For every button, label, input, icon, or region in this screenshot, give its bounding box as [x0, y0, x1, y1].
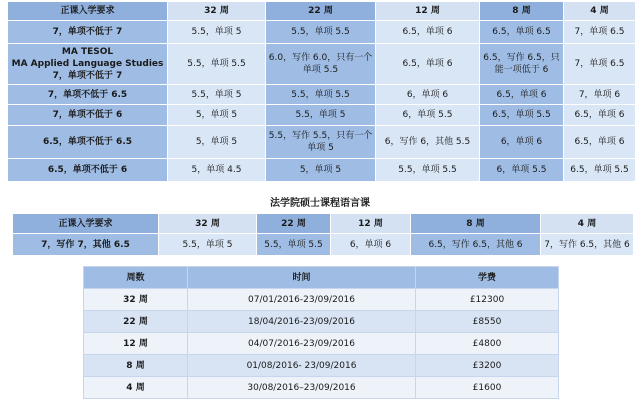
dates-cell: 07/01/2016-23/09/2016	[188, 289, 416, 311]
header-22-weeks: 22 周	[257, 214, 331, 234]
tuition-cell: £3200	[416, 355, 559, 377]
table-cell: 5，单项 5	[168, 126, 266, 159]
header-tuition: 学费	[416, 267, 559, 289]
table-cell: 6，单项 5.5	[480, 159, 564, 182]
weeks-cell: 22 周	[84, 311, 188, 333]
tuition-cell: £12300	[416, 289, 559, 311]
weeks-cell: 4 周	[84, 377, 188, 399]
table-cell: 5.5，单项 5.5	[266, 21, 376, 44]
table-cell: 5.5，单项 5.5	[266, 85, 376, 105]
table-cell: 6.0，写作 6.0，只有一个单项 5.5	[266, 44, 376, 85]
header-12-weeks: 12 周	[376, 2, 480, 21]
requirement-cell: 7，单项不低于 6.5	[8, 85, 168, 105]
dates-cell: 01/08/2016- 23/09/2016	[188, 355, 416, 377]
requirement-cell: 6.5，单项不低于 6	[8, 159, 168, 182]
table-cell: 6，单项 5.5	[376, 105, 480, 126]
weeks-cell: 32 周	[84, 289, 188, 311]
header-32-weeks: 32 周	[168, 2, 266, 21]
dates-cell: 30/08/2016–23/09/2016	[188, 377, 416, 399]
weeks-cell: 8 周	[84, 355, 188, 377]
table-cell: 6.5，单项 6	[564, 126, 636, 159]
course-name-tesol: MA TESOL	[61, 47, 114, 57]
table-row	[8, 85, 636, 105]
law-school-section-title: 法学院硕士课程语言课	[270, 198, 370, 209]
table-row	[8, 44, 636, 85]
table-cell: 5.5，单项 5.5	[257, 234, 331, 256]
header-dates: 时间	[188, 267, 416, 289]
table-cell: 6，单项 6	[331, 234, 411, 256]
course-name-applied-language: MA Applied Language Studies	[11, 59, 164, 69]
table-cell: 6.5，写作 6.5，其他 6	[411, 234, 541, 256]
table-row	[84, 289, 559, 311]
law-school-requirements-table	[12, 213, 634, 256]
table-cell: 5.5，单项 5	[168, 21, 266, 44]
table-cell: 6.5，单项 5.5	[480, 105, 564, 126]
tuition-cell: £1600	[416, 377, 559, 399]
table-row	[13, 234, 634, 256]
table-header-row	[8, 2, 636, 21]
table-row	[8, 159, 636, 182]
table-cell: 5.5，单项 5	[266, 105, 376, 126]
table-cell: 7，单项 6.5	[564, 44, 636, 85]
header-8-weeks: 8 周	[411, 214, 541, 234]
table-cell: 6.5，单项 6	[376, 21, 480, 44]
table-cell: 5，单项 4.5	[168, 159, 266, 182]
table-cell: 5，单项 5	[266, 159, 376, 182]
table-cell: 5.5，单项 5.5	[168, 44, 266, 85]
table-cell: 7，写作 6.5，其他 6	[541, 234, 634, 256]
requirement-cell: 6.5，单项不低于 6.5	[8, 126, 168, 159]
table-row	[8, 105, 636, 126]
header-4-weeks: 4 周	[564, 2, 636, 21]
table-cell: 5.5，单项 5	[159, 234, 257, 256]
requirement-cell: 7，写作 7，其他 6.5	[13, 234, 159, 256]
table-cell: 6.5，单项 6.5	[480, 21, 564, 44]
table-row	[84, 333, 559, 355]
table-row	[84, 311, 559, 333]
header-entry-requirement: 正课入学要求	[13, 214, 159, 234]
header-4-weeks: 4 周	[541, 214, 634, 234]
header-entry-requirement: 正课入学要求	[8, 2, 168, 21]
table-row	[84, 377, 559, 399]
header-32-weeks: 32 周	[159, 214, 257, 234]
table-cell: 6.5，单项 6	[480, 85, 564, 105]
header-8-weeks: 8 周	[480, 2, 564, 21]
table-cell: 7，单项 6	[564, 85, 636, 105]
weeks-cell: 12 周	[84, 333, 188, 355]
table-row	[84, 355, 559, 377]
header-22-weeks: 22 周	[266, 2, 376, 21]
table-cell: 7，单项 6.5	[564, 21, 636, 44]
table-cell: 6，写作 6，其他 5.5	[376, 126, 480, 159]
header-12-weeks: 12 周	[331, 214, 411, 234]
tuition-schedule-table	[83, 266, 559, 399]
table-cell: 5.5，单项 5	[168, 85, 266, 105]
table-cell: 6.5，单项 6	[564, 105, 636, 126]
table-cell: 5.5，单项 5.5	[376, 159, 480, 182]
table-cell: 6.5，写作 6.5，只能一项低于 6	[480, 44, 564, 85]
table-header-row	[13, 214, 634, 234]
tuition-cell: £8550	[416, 311, 559, 333]
table-cell: 5，单项 5	[168, 105, 266, 126]
requirement-cell: 7，单项不低于 6	[8, 105, 168, 126]
tuition-cell: £4800	[416, 333, 559, 355]
requirement-text: 7，单项不低于 7	[52, 71, 123, 81]
table-header-row	[84, 267, 559, 289]
header-weeks: 周数	[84, 267, 188, 289]
language-requirements-table	[7, 1, 636, 182]
table-cell: 6.5，单项 5.5	[564, 159, 636, 182]
table-cell: 6，单项 6	[480, 126, 564, 159]
table-cell: 6.5，单项 6	[376, 44, 480, 85]
dates-cell: 04/07/2016-23/09/2016	[188, 333, 416, 355]
table-cell: 5.5，写作 5.5，只有一个单项 5	[266, 126, 376, 159]
table-cell: 6，单项 6	[376, 85, 480, 105]
table-row	[8, 126, 636, 159]
table-row	[8, 21, 636, 44]
requirement-cell	[8, 44, 168, 85]
requirement-cell: 7，单项不低于 7	[8, 21, 168, 44]
dates-cell: 18/04/2016-23/09/2016	[188, 311, 416, 333]
